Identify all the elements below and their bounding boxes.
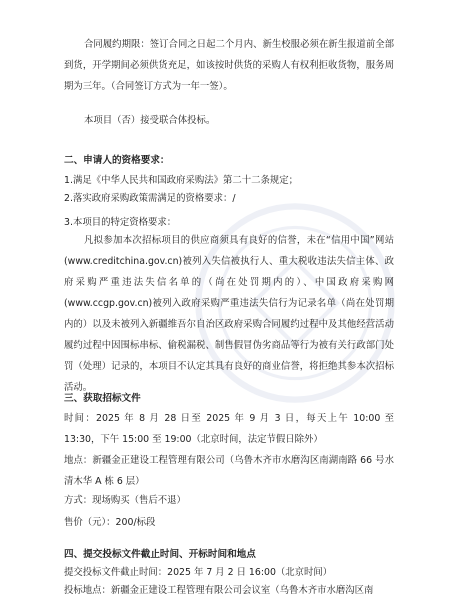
deadline-line: 提交投标文件截止时间：2025 年 7 月 2 日 16:00（北京时间）	[64, 567, 333, 578]
bid-place-line: 投标地点：新疆金正建设工程管理有限公司会议室（乌鲁木齐市水磨沟区南	[64, 585, 374, 596]
obtain-place-paragraph: 地点：新疆金正建设工程管理有限公司（乌鲁木齐市水磨沟区南湖南路 66 号水清木华 A 栋 6 层）	[64, 455, 394, 487]
contract-period-paragraph: 合同履约期限：签订合同之日起二个月内、新生校服必须在新生报道前全部到货，开学期间必须供货充足，如该按时供货的采购人有权利拒收货物，服务周期为三年。（合同签订方式为一年一签）。	[64, 39, 394, 92]
credit-requirement-paragraph: 凡拟参加本次招标项目的供应商须具有良好的信誉，未在“信用中国”网站(www.creditchina.gov.cn)被列入失信被执行人、重大税收违法失信主体、政府采购严重违法失信名单的（尚在处罚期内的）、中国政府采购网(www.ccgp.gov.cn)被列入政府采购严重违法失信行为记录名单（尚在处罚期内的）以及未被列入新疆维吾尔自治区政府采购合同履约过程中及其他经营活动履约过程中因围标串标、偷税漏税、制售假冒伪劣商品等行为被有关行政部门处罚（处理）记录的，本项目不认定其具有良好的商业信誉，将拒绝其参本次招标活动。	[64, 235, 394, 393]
qualification-item-3: 3.本项目的特定资格要求：	[64, 217, 177, 228]
section-heading-obtain-documents: 三、获取招标文件	[64, 393, 141, 404]
obtain-method-line: 方式：现场购买（售后不退）	[64, 495, 186, 506]
price-line: 售价（元）：200/标段	[64, 517, 156, 528]
qualification-item-2: 2.落实政府采购政策需满足的资格要求：/	[64, 193, 236, 204]
section-heading-deadline: 四、提交投标文件截止时间、开标时间和地点	[64, 549, 256, 560]
obtain-time-paragraph: 时间：2025 年 8 月 28 日至 2025 年 9 月 3 日，每天上午 10:00 至 13:30，下午 15:00 至 19:00（北京时间，法定节假日除外）	[64, 413, 394, 445]
qualification-item-1: 1.满足《中华人民共和国政府采购法》第二十二条规定；	[64, 175, 298, 186]
consortium-paragraph: 本项目（否）接受联合体投标。	[84, 115, 216, 126]
section-heading-qualifications: 二、申请人的资格要求：	[64, 155, 170, 166]
